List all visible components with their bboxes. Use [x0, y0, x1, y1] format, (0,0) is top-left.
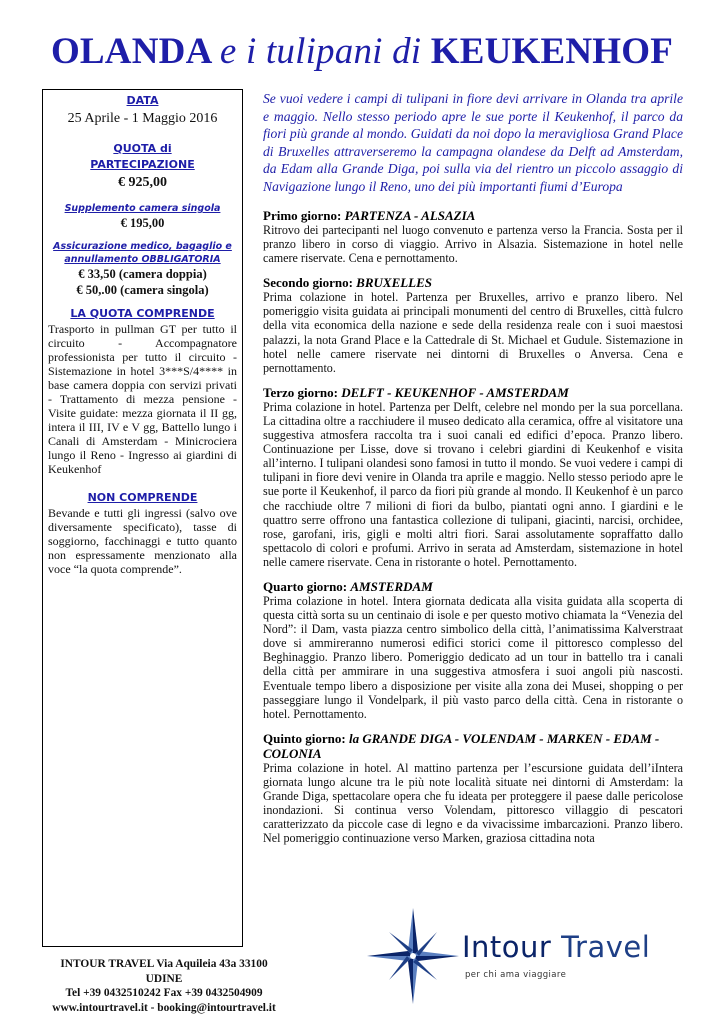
- day-label: Terzo giorno:: [263, 384, 338, 400]
- quota-heading-2: PARTECIPAZIONE: [90, 158, 195, 171]
- assicurazione-singola: € 50,.00 (camera singola): [76, 283, 209, 297]
- footer-web[interactable]: www.intourtravel.it - booking@intourtravel.it: [52, 1001, 276, 1014]
- comprende-heading: LA QUOTA COMPRENDE: [70, 307, 215, 320]
- intro-text: Se vuoi vedere i campi di tulipani in fiore devi arrivare in Olanda tra aprile e maggio. Nello stesso periodo apre le sue porte il Keukenhof, il parco da fiori più grande al mondo. Guidati da noi dopo la meravigliosa Grand Place di Bruxelles attraverseremo la campagna olandese da Delft ad Amsterdam, da Edam alla Grande Diga, poi sulla via del rientro un piccolo assaggio di Navigazione lungo il Reno, uno dei più importanti fiumi d’Europa: [263, 91, 683, 194]
- day-description: Prima colazione in hotel. Intera giornata dedicata alla visita guidata alla scoperta di questa città sorta su un centinaio di isole e per questo motivo chiamata la “Venezia del Nord”: il Dam, vasta piazza centro simbolico della città, l’animatissima Kalverstraat dove si ammireranno numerosi edifici storici come il pittoresco complesso del Beghinaggio. Pranzo libero. Pomeriggio dedicato ad un tour in battello tra i canali della città per ammirare in una suggestiva atmosfera i suoi angoli più nascosti. Eventuale tempo libero a disposizione per visite alla zona dei Musei, shopping o per passeggiare lungo il Vondelpark, il più vasto parco della città. Cena in ristorante o hotel. Pernottamento.: [263, 593, 683, 721]
- footer-phone: Tel +39 0432510242 Fax +39 0432504909: [65, 987, 263, 999]
- intour-logo: [365, 906, 685, 1006]
- logo-word-travel: Travel: [561, 930, 651, 964]
- supplemento-heading: Supplemento camera singola: [64, 203, 221, 214]
- day-title: [263, 579, 683, 594]
- title-olanda: OLANDA: [50, 31, 211, 72]
- logo-tagline: per chi ama viaggiare: [465, 970, 567, 980]
- compass-star-icon: [365, 906, 461, 1006]
- comprende-text: Trasporto in pullman GT per tutto il circuito - Accompagnatore professionista per tutto il circuito - Sistemazione in hotel 3***S/4**** in base camera doppia con servizi privati - Trattamento di mezza pensione - Visite guidate: mezza giornata il II gg, intera il III, IV e V gg, Battello lungo i Canali di Amsterdam - Minicrociera lungo il Reno - Ingresso ai giardini di Keukenhof: [48, 322, 237, 476]
- quota-value: € 925,00: [118, 175, 167, 190]
- day-description: Prima colazione in hotel. Al mattino partenza per l’escursione guidata dell’iIntera giornata lungo alcune tra le più note località situate nei dintorni di Amsterdam: la Grande Diga, spettacolare opera che fu ideata per proteggere il paese dalle pericolose inondazioni. Si continua verso Volendam, pittoresco villaggio di pescatori caratterizzato da piccole case di legno e da vivacissime imbarcazioni. Pranzo libero. Nel pomeriggio continuazione verso Marken, graziosa cittadina nota: [263, 760, 683, 846]
- title-tulipani: e i tulipani di: [219, 31, 422, 72]
- title-keukenhof: KEUKENHOF: [430, 31, 674, 72]
- day-section: [263, 579, 683, 721]
- day-description: Prima colazione in hotel. Partenza per Bruxelles, arrivo e pranzo libero. Nel pomeriggio visita guidata ai principali monumenti del centro di Bruxelles, città fulcro della vita economica della nazione e sede della residenza reale con i suoi maestosi palazzi, la nota Grand Place e la Cattedrale di St. Michael et Gudule. Sistemazione in hotel nelle camere riservate nei dintorni di Bruxelles o Anversa. Cena e pernottamento.: [263, 290, 683, 375]
- assicurazione-doppia: € 33,50 (camera doppia): [78, 267, 207, 281]
- assicurazione-heading-1: Assicurazione medico, bagaglio e: [53, 241, 232, 252]
- day-description: Prima colazione in hotel. Partenza per Delft, celebre nel mondo per la sua porcellana. La cittadina oltre a racchiudere il museo dedicato alla ceramica, offre al visitatore una suggestiva atmosfera raccolta tra i suoi canali ed edifici d’epoca. Pranzo libero. Continuazione per Lisse, dove si trovano i celebri giardini di Keukenhof e visita all’interno. I tulipani olandesi sono famosi in tutto il mondo. Se vuoi vedere i campi di tulipani in fiore devi venire in Olanda tra aprile e maggio. Nello stesso periodo apre le sue porte il Keukenhof, il parco da fiori più grande al mondo. Il Keukenhof è un parco che racchiude oltre 7 milioni di fiori da bulbo, piantati ogni anno. I giardini e le quattro serre offrono una fantastica collezione di tulipani, giacinti, narcisi, orchidee, rose, garofani, iris, gigli e molti altri fiori. Sarai assolutamente sopraffatto dallo spettacolo di colori e profumi. Arrivo in serata ad Amsterdam, sistemazione in hotel nelle camere riservate. Cena in ristorante o hotel. Pernottamento.: [263, 399, 683, 569]
- day-destination: PARTENZA - ALSAZIA: [344, 208, 476, 223]
- logo-wordmark: [462, 930, 650, 964]
- date-value: 25 Aprile - 1 Maggio 2016: [67, 111, 218, 126]
- day-destination: DELFT - KEUKENHOF - AMSTERDAM: [341, 384, 569, 400]
- day-section: [263, 385, 683, 569]
- day-label: Quarto giorno:: [263, 578, 348, 594]
- day-label: Secondo giorno:: [263, 275, 353, 291]
- itinerary-column: [263, 90, 683, 855]
- day-section: [263, 731, 683, 846]
- day-title: [263, 385, 683, 400]
- day-title: [263, 208, 683, 223]
- day-destination: la GRANDE DIGA - VOLENDAM - MARKEN - EDAM - COLONIA: [263, 730, 660, 761]
- day-label: Primo giorno:: [263, 208, 342, 223]
- logo-word-intour: Intour: [462, 930, 552, 964]
- non-comprende-text: Bevande e tutti gli ingressi (salvo ove diversamente specificato), tasse di soggiorno, facchinaggi e tutto quanto non espressamente menzionato alla voce “la quota comprende”.: [48, 506, 237, 576]
- day-section: [263, 208, 683, 265]
- day-title: [263, 275, 683, 290]
- page-title: [0, 30, 724, 74]
- supplemento-value: € 195,00: [120, 216, 165, 230]
- date-heading: DATA: [126, 94, 159, 107]
- info-sidebar: [42, 89, 243, 947]
- day-title: [263, 731, 683, 761]
- day-label: Quinto giorno:: [263, 730, 346, 746]
- day-section: [263, 275, 683, 375]
- day-destination: BRUXELLES: [356, 275, 433, 291]
- non-comprende-heading: NON COMPRENDE: [87, 491, 198, 504]
- day-destination: AMSTERDAM: [350, 578, 433, 594]
- contact-footer: [48, 957, 280, 1015]
- day-description: Ritrovo dei partecipanti nel luogo convenuto e partenza verso la Francia. Sosta per il pranzo libero in corso di viaggio. Arrivo in Alsazia. Sistemazione in hotel nelle camere riservate. Cena e pernottamento.: [263, 223, 683, 266]
- quota-heading-1: QUOTA di: [113, 142, 172, 155]
- footer-address: INTOUR TRAVEL Via Aquileia 43a 33100 UDINE: [60, 958, 268, 985]
- assicurazione-heading-2: annullamento OBBLIGATORIA: [64, 254, 221, 265]
